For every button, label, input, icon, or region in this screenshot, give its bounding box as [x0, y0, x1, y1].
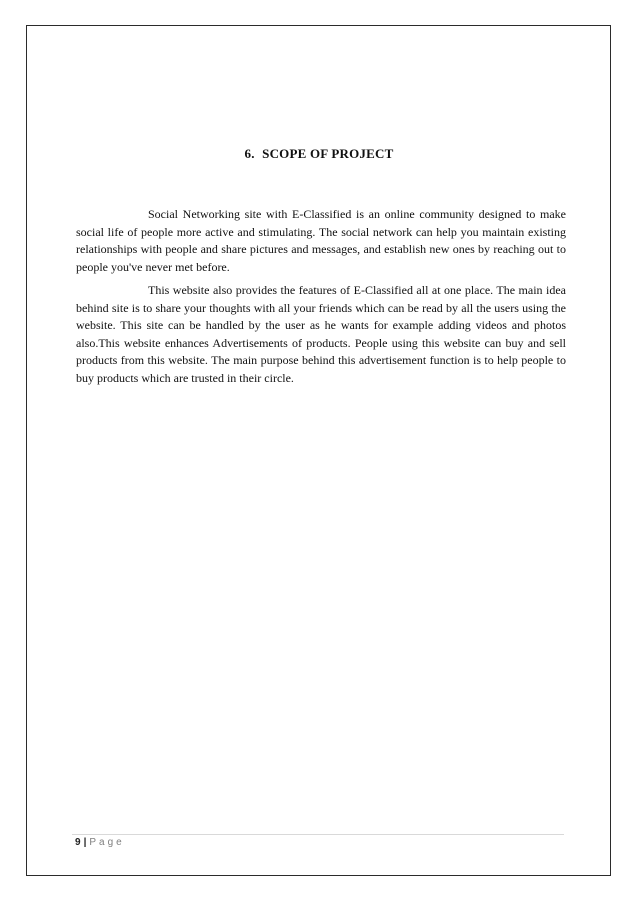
section-heading: [0, 146, 638, 162]
page-label: Page: [89, 837, 125, 848]
paragraph-1-block: [76, 206, 566, 276]
paragraph-2: This website also provides the features of E-Classified all at one place. The main idea behind site is to share your thoughts with all your friends which can be read by all the users using the website. This site can be handled by the user as he wants for example adding videos and photos also.This website enhances Advertisements of products. People using this website can buy and sell products from this website. The main purpose behind this advertisement function is to help people to buy products which are trusted in their circle.: [76, 283, 566, 385]
page-number: 9: [75, 837, 81, 848]
section-title: SCOPE OF PROJECT: [262, 146, 394, 161]
paragraph-2-block: [76, 282, 566, 387]
section-number: 6.: [244, 146, 255, 161]
paragraph-1: Social Networking site with E-Classified is an online community designed to make social life of people more active and stimulating. The social network can help you maintain existing relationships with people and share pictures and messages, and establish new ones by reaching out to people you've never met before.: [76, 207, 566, 274]
footer-divider: [72, 834, 564, 835]
footer-separator: |: [83, 837, 87, 848]
page-footer: [75, 837, 125, 848]
